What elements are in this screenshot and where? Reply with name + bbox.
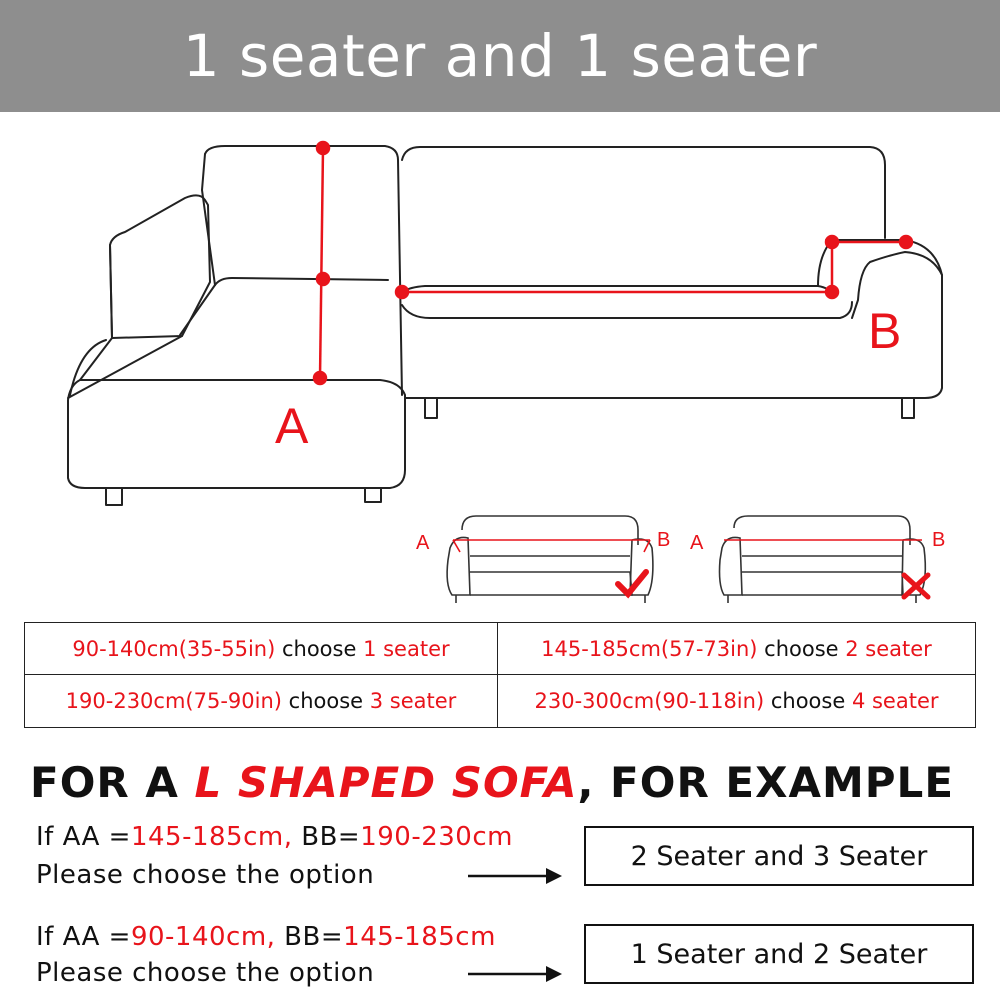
label-a: A bbox=[275, 398, 309, 454]
bb-value: 145-185cm bbox=[343, 922, 496, 952]
measure-b-dot-right bbox=[826, 286, 838, 298]
if-label: If AA = bbox=[36, 922, 131, 952]
main-seat-top bbox=[402, 286, 832, 295]
seater-option: 1 seater bbox=[363, 636, 450, 661]
example-2-answer: 1 Seater and 2 Seater bbox=[584, 924, 974, 984]
example-2-condition bbox=[36, 922, 496, 952]
headline-emphasis: L SHAPED SOFA bbox=[194, 758, 578, 807]
aa-value: 145-185cm, bbox=[130, 822, 293, 852]
measure-a-dot-bottom bbox=[314, 372, 326, 384]
example-1-condition bbox=[36, 822, 513, 852]
main-back bbox=[402, 147, 885, 238]
choose-word: choose bbox=[288, 689, 364, 713]
check-icon bbox=[618, 572, 646, 594]
example-1-answer: 2 Seater and 3 Seater bbox=[584, 826, 974, 886]
aa-value: 90-140cm, bbox=[130, 922, 276, 952]
size-cell bbox=[25, 675, 498, 727]
size-chart-table bbox=[24, 622, 976, 728]
choose-word: choose bbox=[764, 636, 839, 661]
banner-title: 1 seater and 1 seater bbox=[182, 22, 818, 90]
bb-label: BB= bbox=[292, 822, 361, 852]
example-headline bbox=[30, 758, 990, 807]
l-leg-left bbox=[106, 488, 122, 505]
seater-option: 3 seater bbox=[369, 689, 457, 713]
arrow-right-icon bbox=[466, 962, 566, 986]
title-banner bbox=[0, 0, 1000, 112]
measure-a-dot-mid bbox=[317, 273, 329, 285]
l-chaise-left bbox=[180, 285, 215, 335]
size-range: 90-140cm(35-55in) bbox=[72, 636, 276, 661]
label-b: B bbox=[868, 303, 902, 359]
size-range: 230-300cm(90-118in) bbox=[534, 689, 765, 713]
seater-option: 2 seater bbox=[845, 636, 932, 661]
choose-word: choose bbox=[770, 689, 846, 713]
measure-b-dot-arm bbox=[826, 236, 838, 248]
measure-a-dot-top bbox=[317, 142, 329, 154]
l-back-cushion bbox=[205, 146, 402, 395]
small-sofa-wrong bbox=[720, 516, 926, 603]
size-range: 190-230cm(75-90in) bbox=[65, 689, 282, 713]
l-chaise-top bbox=[215, 278, 388, 285]
bb-label: BB= bbox=[275, 922, 344, 952]
size-cell bbox=[498, 675, 975, 727]
example-1-prompt: Please choose the option bbox=[36, 860, 375, 890]
measure-b-dot-arm-end bbox=[900, 236, 912, 248]
sofa-diagram bbox=[0, 112, 1000, 612]
l-armrest-front bbox=[110, 245, 112, 338]
arrow-right-icon bbox=[466, 864, 566, 888]
if-label: If AA = bbox=[36, 822, 131, 852]
bb-value: 190-230cm bbox=[360, 822, 513, 852]
size-range: 145-185cm(57-73in) bbox=[541, 636, 758, 661]
main-seat-front bbox=[402, 302, 852, 318]
main-leg-right bbox=[902, 398, 914, 418]
small-left-label-a: A bbox=[416, 532, 430, 554]
l-armrest bbox=[110, 195, 210, 338]
small-right-label-b: B bbox=[932, 529, 946, 551]
l-leg-right bbox=[365, 488, 381, 502]
l-chaise-front bbox=[68, 380, 405, 488]
example-2-prompt: Please choose the option bbox=[36, 958, 375, 988]
main-leg-left bbox=[425, 398, 437, 418]
measure-b-dot-left bbox=[396, 286, 408, 298]
measure-a-line bbox=[320, 148, 323, 378]
choose-word: choose bbox=[281, 636, 357, 661]
headline-part1: FOR A bbox=[30, 758, 195, 807]
small-left-label-b: B bbox=[657, 529, 671, 551]
cross-icon bbox=[904, 575, 928, 597]
size-cell bbox=[498, 623, 975, 675]
size-cell bbox=[25, 623, 498, 675]
small-right-label-a: A bbox=[690, 532, 704, 554]
seater-option: 4 seater bbox=[851, 689, 939, 713]
headline-part2: , FOR EXAMPLE bbox=[577, 758, 955, 807]
l-chaise-side bbox=[68, 336, 182, 398]
